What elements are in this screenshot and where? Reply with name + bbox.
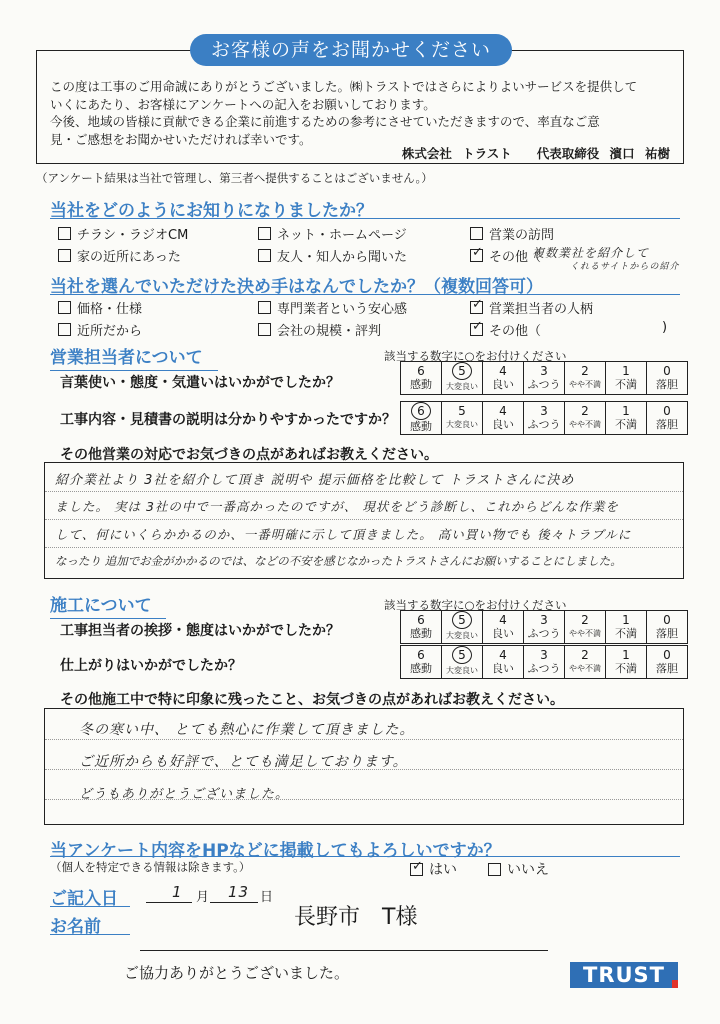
rating-cell-5-selected[interactable]: 5 大変良い (442, 646, 483, 679)
rating-cell-1[interactable]: 1 不満 (606, 646, 647, 679)
rating-cell-4[interactable]: 4 良い (483, 362, 524, 395)
sales-comment-line: ました。 実は 3社の中で一番高かったのですが、 現状をどう診断し、これからどんな作業を (55, 499, 619, 514)
q1-option-visit[interactable]: 営業の訪問 (470, 224, 554, 243)
rating-cell-2[interactable]: 2 やや不満 (565, 611, 606, 644)
q1-other-answer-2: くれるサイトからの紹介 (570, 262, 680, 272)
rating-cell-6-selected[interactable]: 6 感動 (401, 402, 442, 435)
ruled-line (45, 547, 683, 548)
publish-title: 当アンケート内容をHPなどに掲載してもよろしいですか？ (50, 841, 501, 861)
rating-cell-4[interactable]: 4 良い (483, 402, 524, 435)
q2-option-reputation[interactable]: 会社の規模・評判 (258, 320, 381, 339)
selected-circle-icon: 5 (452, 362, 472, 380)
rating-cell-5-selected[interactable]: 5 大変良い (442, 611, 483, 644)
intro-line: いくにあたり、お客様にアンケートへの記入をお願いしております。 (50, 96, 436, 112)
date-month-line (146, 902, 192, 903)
name-line (140, 950, 548, 951)
footer-thanks: ご協力ありがとうございました。 (124, 964, 350, 982)
check-mark-icon: ✓ (412, 858, 423, 874)
q1-option-nearby[interactable]: 家の近所にあった (58, 246, 181, 265)
selected-circle-icon: 5 (452, 611, 472, 629)
sales-rating-table-b (400, 401, 688, 435)
rating-cell-3[interactable]: 3 ふつう (524, 362, 565, 395)
date-month-value: 1 (172, 883, 183, 901)
rating-cell-1[interactable]: 1 不満 (606, 402, 647, 435)
checkbox-checked[interactable] (470, 297, 483, 314)
rating-cell-6[interactable]: 6 感動 (401, 611, 442, 644)
checkbox[interactable] (258, 249, 271, 262)
check-mark-icon: ✓ (472, 297, 483, 312)
trust-logo: TRUST (570, 962, 678, 988)
rating-cell-5[interactable]: 5 大変良い (442, 402, 483, 435)
q1-option-friend[interactable]: 友人・知人から聞いた (258, 246, 407, 265)
construction-scale-note: 該当する数字に○をお付けください (384, 598, 567, 612)
rating-cell-2[interactable]: 2 やや不満 (565, 402, 606, 435)
sales-comment-line: なったり 追加でお金がかかるのでは、などの不安を感じなかったトラストさんにお願いすることにしました。 (55, 554, 622, 568)
checkbox[interactable] (258, 227, 271, 240)
intro-line: 見・ご感想をお聞かせいただければ幸いです。 (50, 131, 312, 147)
date-day-line (210, 902, 258, 903)
checkbox[interactable] (258, 323, 271, 336)
sales-comment-line: して、何にいくらかかるのか、一番明確に示して頂きました。 高い買い物でも 後々トラブルに (55, 527, 632, 542)
rating-cell-1[interactable]: 1 不満 (606, 611, 647, 644)
selected-circle-icon: 6 (411, 402, 431, 420)
sales-question-b: 工事内容・見積書の説明は分かりやすかったですか？ (60, 412, 396, 428)
checkbox[interactable] (470, 227, 483, 240)
sales-rating-table-a (400, 361, 688, 395)
q1-title: 当社をどのようにお知りになりましたか？ (50, 201, 373, 221)
construction-question-a: 工事担当者の挨拶・態度はいかがでしたか？ (60, 623, 340, 639)
rating-cell-2[interactable]: 2 やや不満 (565, 362, 606, 395)
construction-title: 施工について (50, 591, 166, 619)
construction-comment-line: ご近所からも好評で、とても満足しております。 (79, 754, 408, 770)
q1-underline (50, 218, 680, 219)
rating-cell-0[interactable]: 0 落胆 (647, 402, 688, 435)
name-underline (50, 934, 130, 935)
sales-comment-box[interactable] (44, 462, 684, 579)
selected-circle-icon: 5 (452, 646, 472, 664)
checkbox[interactable] (58, 227, 71, 240)
q1-option-flyer[interactable]: チラシ・ラジオCM (58, 224, 188, 243)
rating-cell-2[interactable]: 2 やや不満 (565, 646, 606, 679)
rating-cell-3[interactable]: 3 ふつう (524, 402, 565, 435)
rating-cell-0[interactable]: 0 落胆 (647, 611, 688, 644)
rating-cell-5-selected[interactable]: 5 大変良い (442, 362, 483, 395)
construction-rating-table-a (400, 610, 688, 644)
q2-other-close: ) (662, 320, 668, 335)
q2-title: 当社を選んでいただけた決め手はなんでしたか？（複数回答可） (50, 277, 543, 297)
rating-cell-1[interactable]: 1 不満 (606, 362, 647, 395)
checkbox[interactable] (58, 323, 71, 336)
sales-comment-prompt: その他営業の対応でお気づきの点があればお教えください。 (60, 447, 438, 463)
q1-other-answer: 複数業社を紹介して (532, 246, 650, 260)
ruled-line (45, 739, 683, 740)
check-mark-icon: ✓ (472, 319, 483, 334)
q1-option-web[interactable]: ネット・ホームページ (258, 224, 407, 243)
rating-cell-4[interactable]: 4 良い (483, 646, 524, 679)
checkbox-checked[interactable] (470, 245, 483, 262)
intro-text (50, 78, 672, 148)
rating-cell-6[interactable]: 6 感動 (401, 646, 442, 679)
rating-cell-0[interactable]: 0 落胆 (647, 646, 688, 679)
date-month-unit: 月 (196, 890, 210, 905)
construction-rating-table-b (400, 645, 688, 679)
publish-yes-option[interactable]: ✓ はい (412, 858, 457, 878)
date-day-value: 13 (228, 883, 250, 901)
construction-comment-box[interactable] (44, 708, 684, 825)
name-value: 長野市 T様 (294, 905, 418, 930)
checkbox[interactable] (58, 249, 71, 262)
publish-no-option[interactable]: いいえ (488, 859, 549, 879)
sales-title: 営業担当者について (50, 343, 218, 371)
intro-line: この度は工事のご用命誠にありがとうございました。㈱トラストではさらによりよいサービスを提供して (50, 79, 638, 94)
construction-comment-prompt: その他施工中で特に印象に残ったこと、お気づきの点があればお教えください。 (60, 692, 564, 708)
checkbox[interactable] (488, 863, 501, 876)
checkbox-checked[interactable] (410, 858, 423, 876)
q2-option-specialist[interactable]: 専門業者という安心感 (258, 298, 407, 317)
date-day-unit: 日 (260, 890, 274, 905)
sales-comment-line: 紹介業社より 3社を紹介して頂き 説明や 提示価格を比較して トラストさんに決め (55, 473, 575, 488)
logo-red-mark (672, 980, 678, 988)
company-signature: 株式会社 トラスト 代表取締役 濱口 祐樹 (401, 146, 670, 161)
checkbox[interactable] (258, 301, 271, 314)
q1-option-other[interactable]: ✓ その他（ (472, 245, 542, 265)
rating-cell-0[interactable]: 0 落胆 (647, 362, 688, 395)
ruled-line (45, 491, 683, 492)
intro-line: 今後、地域の皆様に貢献できる企業に前進するための参考にさせていただきますので、率直なご意 (50, 114, 600, 129)
construction-question-b: 仕上がりはいかがでしたか？ (60, 658, 242, 674)
page-title: お客様の声をお聞かせください (190, 34, 512, 66)
date-underline (50, 906, 130, 907)
rating-cell-6[interactable]: 6 感動 (401, 362, 442, 395)
checkbox-checked[interactable] (470, 319, 483, 336)
privacy-note: （アンケート結果は当社で管理し、第三者へ提供することはございません。） (36, 171, 433, 185)
q2-option-price[interactable]: 価格・仕様 (58, 298, 142, 317)
construction-comment-line: どうもありがとうございました。 (79, 787, 290, 802)
construction-comment-line: 冬の寒い中、 とても熱心に作業して頂きました。 (79, 722, 415, 738)
rating-cell-3[interactable]: 3 ふつう (524, 611, 565, 644)
q2-option-salesperson[interactable]: ✓ 営業担当者の人柄 (472, 297, 594, 317)
publish-note: （個人を特定できる情報は除きます。） (50, 860, 251, 874)
check-mark-icon: ✓ (472, 245, 483, 260)
checkbox[interactable] (58, 301, 71, 314)
ruled-line (45, 519, 683, 520)
q2-option-other[interactable]: ✓ その他（ (472, 319, 542, 339)
sales-scale-note: 該当する数字に○をお付けください (384, 349, 567, 363)
date-label: ご記入日 (50, 889, 118, 909)
rating-cell-3[interactable]: 3 ふつう (524, 646, 565, 679)
name-label: お名前 (50, 917, 101, 937)
q2-option-nearby[interactable]: 近所だから (58, 320, 142, 339)
rating-cell-4[interactable]: 4 良い (483, 611, 524, 644)
sales-question-a: 言葉使い・態度・気遣いはいかがでしたか？ (60, 375, 340, 391)
q2-underline (50, 294, 680, 295)
publish-underline (50, 856, 680, 857)
